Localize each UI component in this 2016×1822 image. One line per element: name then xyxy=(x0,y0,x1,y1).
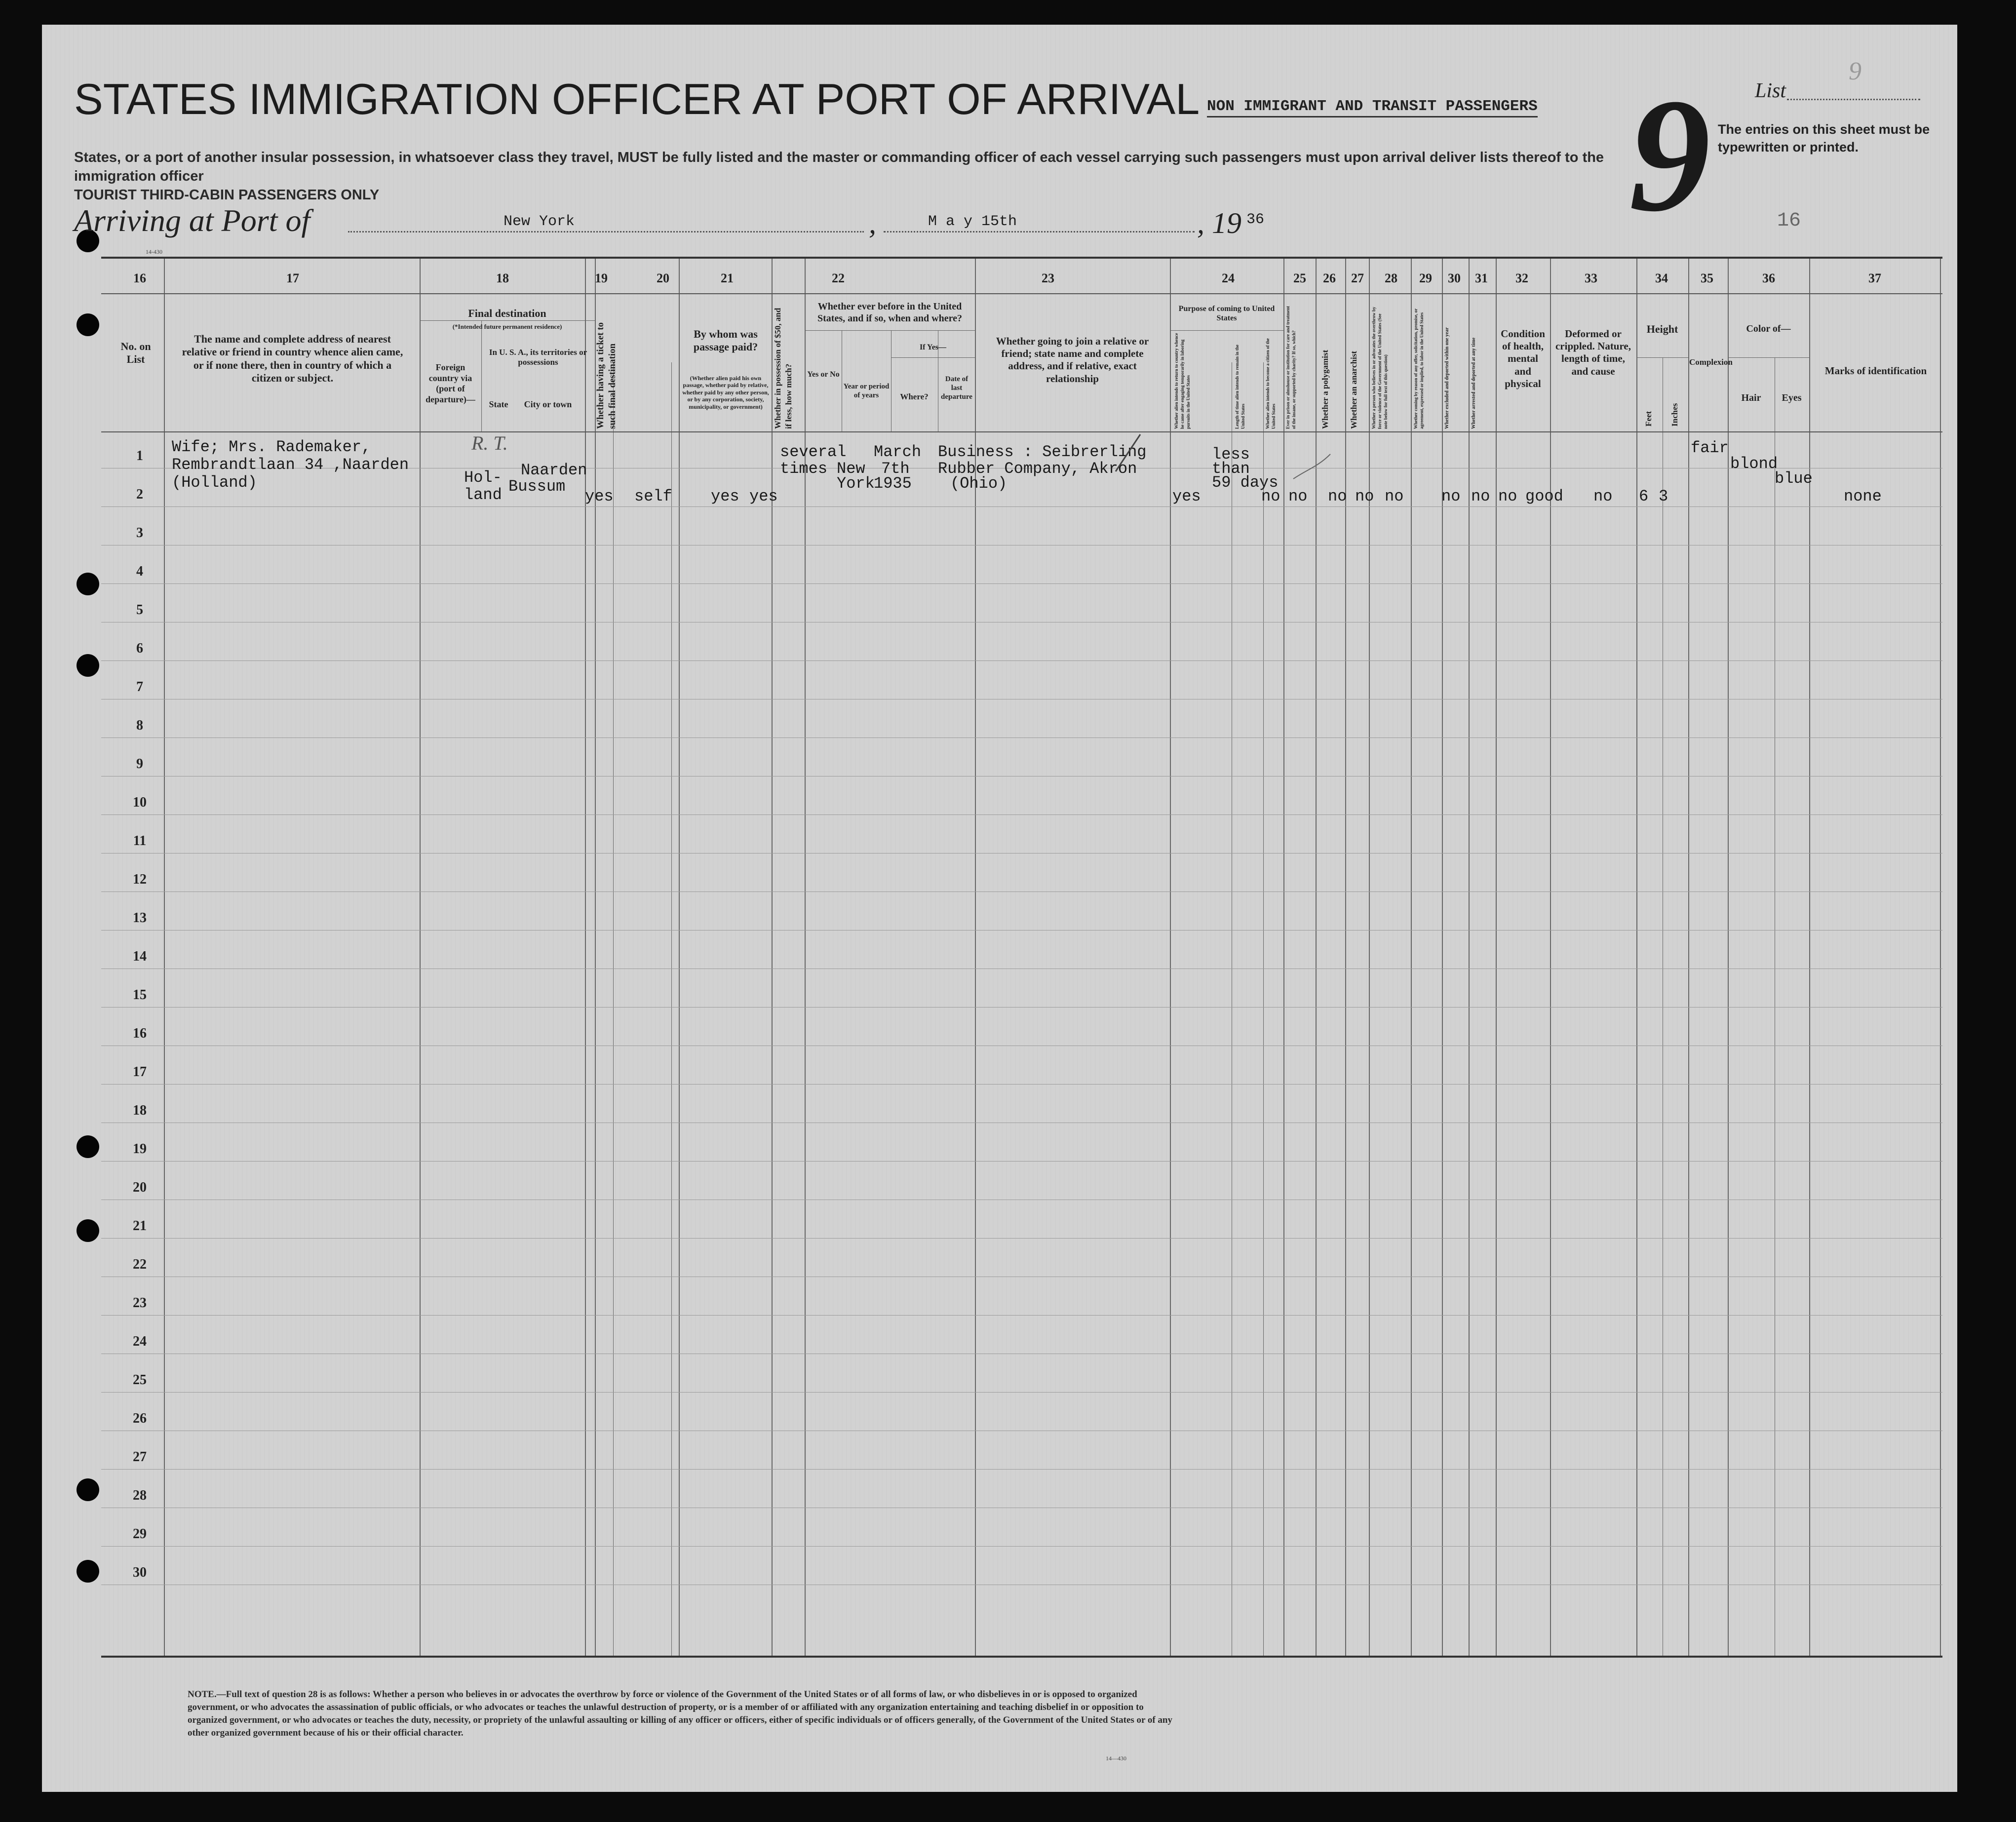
row-number: 26 xyxy=(133,1411,147,1426)
colnum: 37 xyxy=(1868,271,1881,285)
header-state: State xyxy=(489,399,508,409)
header-year-period: Year or period of years xyxy=(843,383,890,399)
paid-by-value: self xyxy=(634,487,672,505)
row-number: 22 xyxy=(133,1257,147,1272)
row-number: 2 xyxy=(136,487,143,502)
header-if-yes: If Yes— xyxy=(919,343,947,351)
header-final-destination-note: (*Intended future permanent residence) xyxy=(452,323,562,330)
header-marks: Marks of identification xyxy=(1824,365,1927,377)
header-in-usa: In U. S. A., its territories or possessions xyxy=(489,348,587,367)
row-lines xyxy=(101,0,1942,1822)
row-number: 19 xyxy=(133,1141,147,1157)
header-q30: Whether excluded and deported within one year xyxy=(1444,327,1450,429)
year-prefix: 19 xyxy=(1212,207,1241,239)
colnum: 24 xyxy=(1222,271,1235,285)
period-line1: several xyxy=(780,443,847,461)
complexion-value: fair xyxy=(1691,439,1729,457)
row-number: 10 xyxy=(133,795,147,810)
row-number: 16 xyxy=(133,1026,147,1041)
departure-line1: March xyxy=(874,443,922,461)
header-complexion: Complexion xyxy=(1689,357,1733,367)
row-number: 29 xyxy=(133,1526,147,1542)
row-number: 8 xyxy=(136,718,143,733)
handwritten-note: R. T. xyxy=(471,432,508,454)
row-line xyxy=(101,1161,1942,1162)
row-number: 25 xyxy=(133,1372,147,1388)
relative-line1: Wife; Mrs. Rademaker, xyxy=(172,438,371,456)
header-hair: Hair xyxy=(1741,392,1761,403)
colnum: 29 xyxy=(1419,271,1432,285)
deformed-value: no xyxy=(1593,487,1613,505)
hair-value: blond xyxy=(1730,455,1778,473)
year-suffix: 36 xyxy=(1246,211,1265,228)
row-line xyxy=(101,1007,1942,1008)
row-number: 27 xyxy=(133,1449,147,1465)
row-number: 11 xyxy=(133,833,147,849)
header-money: Whether in possession of $50, and if less, how much? xyxy=(773,308,793,429)
form-code: 14-430 xyxy=(146,248,162,255)
punch-hole xyxy=(77,1135,99,1158)
q30-value: no xyxy=(1471,487,1490,505)
instructions-text: States, or a port of another insular possession, in whatsoever class they travel, MUST be fully listed and the master or commanding officer of each vessel carrying such passengers must upon arrival deliver lists thereof to the immigration officer xyxy=(74,150,1604,184)
inches-value: 3 xyxy=(1659,487,1668,505)
header-relative: The name and complete address of nearest relative or friend in country whence alien came, or if none there, then in country of which a citizen or subject. xyxy=(182,333,403,385)
header-polygamist: Whether a polygamist xyxy=(1320,349,1330,429)
before-value: yes xyxy=(749,487,778,505)
footnote: NOTE.—Full text of question 28 is as follows: Whether a person who believes in or advocates the overthrow by force or violence of the Government of the United States or of all forms of law, or who disbelieves in or is opposed to organized government, or who advocates the assassination of public officials, or who advocates or teaches the unlawful destruction of property, or is a member of or affiliated with any organization entertaining and teaching disbelief in or opposition to organized government, or who advocates or teaches the duty, necessity, or propriety of the unlawful assaulting or killing of any officer or officers, either of specific individuals or of officers generally, of the Government of the United States or of any other organized government because of his or their official character. xyxy=(188,1689,1172,1738)
arriving-label: Arriving at Port of xyxy=(74,203,310,238)
colnum: 27 xyxy=(1351,271,1364,285)
header-q28: Whether a person who believes in or advocates the overthrow by force or violence of the Government of the United States (See note below for full text of this question) xyxy=(1371,307,1388,429)
row-line xyxy=(101,660,1942,661)
feet-value: 6 xyxy=(1639,487,1649,505)
header-anarchist: Whether an anarchist xyxy=(1349,350,1358,429)
header-purpose-c: Whether alien intends to become a citizen of the United States xyxy=(1265,338,1276,429)
header-deformed: Deformed or crippled. Nature, length of time, and cause xyxy=(1555,328,1631,377)
list-label: List xyxy=(1755,79,1786,102)
row-number: 30 xyxy=(133,1565,147,1580)
row-number: 28 xyxy=(133,1488,147,1503)
date-value: M a y 15th xyxy=(928,213,1017,230)
header-purpose-b: Length of time alien intends to remain in the United States xyxy=(1235,345,1245,429)
citizen-value: no xyxy=(1261,487,1280,505)
header-prison: Ever in prison or almshouse or institution for care and treatment of the insane, or supported by charity? If so, which? xyxy=(1285,306,1296,429)
prison-value: no xyxy=(1288,487,1308,505)
row-line xyxy=(101,814,1942,815)
header-height: Height xyxy=(1646,323,1678,335)
entries-note: The entries on this sheet must be typewritten or printed. xyxy=(1718,122,1930,155)
row-line xyxy=(101,1084,1942,1085)
row-number: 1 xyxy=(136,448,143,464)
passenger-type: NON IMMIGRANT AND TRANSIT PASSENGERS xyxy=(1207,98,1538,117)
row-number: 24 xyxy=(133,1334,147,1349)
colnum: 33 xyxy=(1585,271,1597,285)
joining-line3: (Ohio) xyxy=(950,474,1008,493)
row-number: 3 xyxy=(136,525,143,541)
colnum: 31 xyxy=(1475,271,1488,285)
pencil-marks xyxy=(1086,425,1333,494)
header-color-of: Color of— xyxy=(1746,323,1791,334)
q28-value: no xyxy=(1385,487,1404,505)
colnum: 30 xyxy=(1448,271,1461,285)
port-value: New York xyxy=(504,213,575,230)
comma: , xyxy=(869,207,876,239)
header-q31: Whether arrested and deported at any time xyxy=(1471,337,1476,429)
header-q29: Whether coming by reason of any offer, solicitation, promise, or agreement, expressed or implied, to labor in the United States xyxy=(1413,309,1424,429)
stamp-number: 16 xyxy=(1777,210,1801,232)
header-eyes: Eyes xyxy=(1782,392,1802,403)
header-feet: Feet xyxy=(1644,411,1653,426)
departure-line3: 1935 xyxy=(874,474,912,493)
row-number: 9 xyxy=(136,756,143,772)
length-line1: less xyxy=(1212,445,1250,464)
row-line xyxy=(101,1546,1942,1547)
header-health: Condition of health, mental and physical xyxy=(1501,328,1545,389)
row-number: 18 xyxy=(133,1103,147,1118)
colnum: 16 xyxy=(133,271,146,285)
row-number: 12 xyxy=(133,872,147,887)
ticket-value: yes xyxy=(585,487,614,505)
row-line xyxy=(101,583,1942,584)
row-number: 15 xyxy=(133,987,147,1003)
header-date-departure: Date of last departure xyxy=(941,375,972,401)
form-code-bottom: 14—430 xyxy=(1106,1755,1126,1762)
header-where: Where? xyxy=(900,392,929,401)
row-number: 13 xyxy=(133,910,147,926)
row-number: 6 xyxy=(136,641,143,656)
row-number: 14 xyxy=(133,949,147,964)
relative-line2: Rembrandtlaan 34 ,Naarden xyxy=(172,456,409,474)
colnum: 20 xyxy=(657,271,669,285)
row-line xyxy=(101,1469,1942,1470)
state-line1: Hol- xyxy=(464,468,502,487)
row-line xyxy=(101,737,1942,738)
row-line xyxy=(101,506,1942,507)
row-number: 21 xyxy=(133,1218,147,1234)
return-home-value: yes xyxy=(1172,487,1201,505)
header-ticket: Whether having a ticket to such final destination xyxy=(595,322,618,429)
city-line1: Naarden xyxy=(521,461,587,479)
colnum: 19 xyxy=(595,271,608,285)
city-line2: Bussum xyxy=(508,477,566,496)
header-passage-paid: By whom was passage paid? xyxy=(693,328,758,353)
period-line2: times xyxy=(780,460,828,478)
q29-value: no xyxy=(1441,487,1461,505)
colnum: 34 xyxy=(1655,271,1668,285)
state-line2: land xyxy=(464,486,502,504)
header-inches: Inches xyxy=(1670,403,1679,426)
punch-hole xyxy=(77,573,99,595)
colnum: 23 xyxy=(1042,271,1054,285)
row-line xyxy=(101,1392,1942,1393)
marks-value: none xyxy=(1844,487,1882,505)
q31-value: no xyxy=(1498,487,1517,505)
eyes-value: blue xyxy=(1775,469,1813,488)
punch-hole xyxy=(77,1219,99,1242)
colnum: 32 xyxy=(1515,271,1528,285)
header-purpose-a: Whether alien intends to return to country whence he came after engaging temporarily in laboring pursuits in the United States xyxy=(1174,333,1191,429)
polygamist-value: no xyxy=(1328,487,1347,505)
big-list-number: 9 xyxy=(1629,65,1710,245)
comma: , xyxy=(1197,207,1204,239)
punch-hole xyxy=(77,1478,99,1501)
where-line2: York xyxy=(837,474,875,493)
departure-line2: 7th xyxy=(881,460,910,478)
header-yes-no: Yes or No xyxy=(807,370,840,379)
joining-line2: Rubber Company, Akron xyxy=(938,460,1137,478)
colnum: 18 xyxy=(496,271,509,285)
row-line xyxy=(101,1315,1942,1316)
joining-line1: Business : Seibrerling xyxy=(938,443,1147,461)
colnum: 21 xyxy=(721,271,734,285)
colnum: 22 xyxy=(832,271,845,285)
punch-hole xyxy=(77,654,99,677)
where-line1: New xyxy=(837,460,865,478)
length-line3: 59 days xyxy=(1212,473,1279,492)
header-city: City or town xyxy=(524,399,572,409)
punch-hole xyxy=(77,313,99,336)
colnum: 36 xyxy=(1762,271,1775,285)
row-number: 20 xyxy=(133,1180,147,1195)
colnum: 17 xyxy=(286,271,299,285)
row-number: 17 xyxy=(133,1064,147,1080)
colnum: 28 xyxy=(1385,271,1397,285)
punch-hole xyxy=(77,1560,99,1583)
header-final-destination: Final destination xyxy=(468,307,546,319)
header-passage-note: (Whether alien paid his own passage, whether paid by relative, whether paid by any other person, or by any corporation, society, municipality, or government) xyxy=(682,375,769,410)
row-line xyxy=(101,1238,1942,1239)
health-value: good xyxy=(1525,487,1563,505)
colnum: 26 xyxy=(1323,271,1336,285)
form-title: STATES IMMIGRATION OFFICER AT PORT OF ARRIVAL xyxy=(74,75,1200,123)
row-number: 4 xyxy=(136,564,143,579)
header-before-in-us: Whether ever before in the United States, and if so, when and where? xyxy=(817,301,962,324)
class-line: TOURIST THIRD-CABIN PASSENGERS ONLY xyxy=(74,187,380,203)
length-line2: than xyxy=(1212,460,1250,478)
row-number: 23 xyxy=(133,1295,147,1311)
relative-line3: (Holland) xyxy=(172,473,257,492)
header-foreign-country: Foreign country via (port of departure)— xyxy=(426,362,475,404)
header-purpose: Purpose of coming to United States xyxy=(1178,305,1275,323)
row-number: 7 xyxy=(136,679,143,695)
header-no-on-list: No. on List xyxy=(120,340,151,366)
header-joining: Whether going to join a relative or friend; state name and complete address, and if relative, exact relationship xyxy=(996,335,1149,385)
colnum: 35 xyxy=(1701,271,1713,285)
anarchist-value: no xyxy=(1355,487,1374,505)
colnum: 25 xyxy=(1293,271,1306,285)
row-number: 5 xyxy=(136,602,143,618)
list-number: 9 xyxy=(1849,57,1861,85)
money-value: yes xyxy=(711,487,739,505)
